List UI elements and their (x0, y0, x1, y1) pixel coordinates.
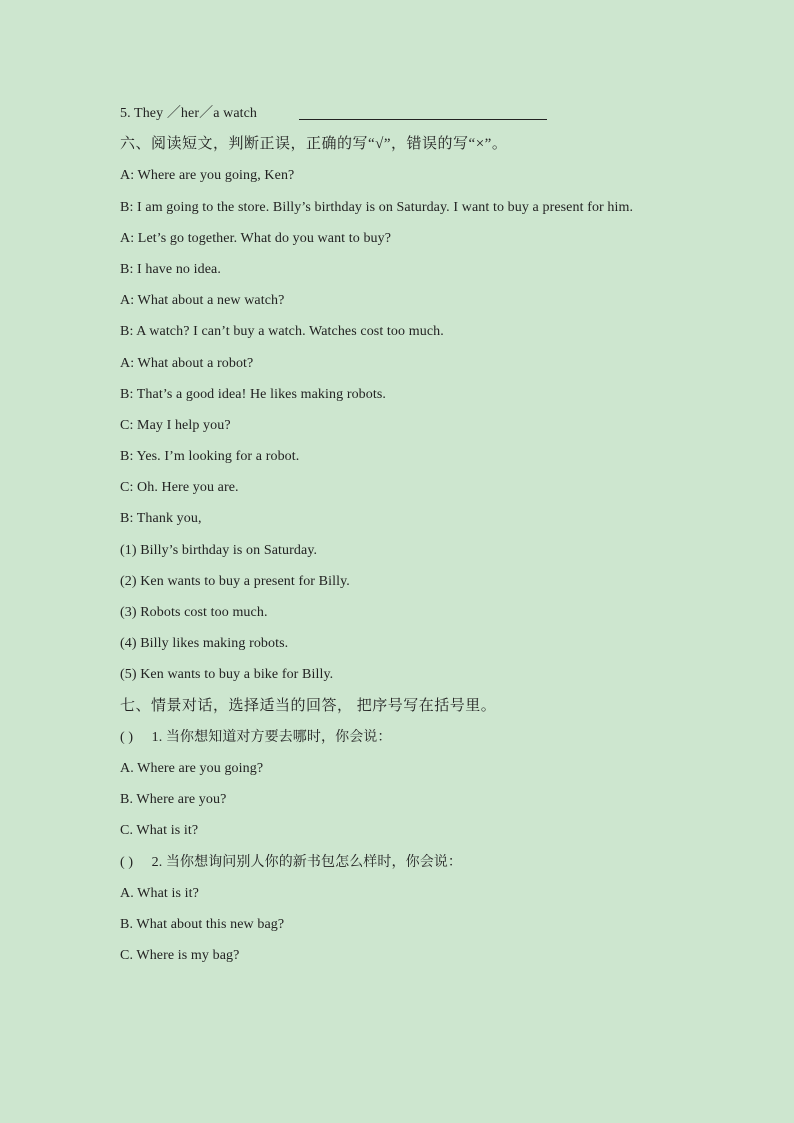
option-item: C. Where is my bag? (120, 948, 240, 964)
answer-blank[interactable] (299, 103, 547, 120)
dialogue-line: A: What about a robot? (120, 355, 254, 371)
dialogue-line: A: Where are you going, Ken? (120, 168, 295, 184)
option-item: C. What is it? (120, 823, 199, 839)
question-5 (120, 98, 680, 129)
dialogue-line: B: A watch? I can’t buy a watch. Watches cost too much. (120, 324, 444, 340)
dialogue-line: B: That’s a good idea! He likes making robots. (120, 386, 387, 402)
worksheet-content (120, 98, 680, 971)
dialogue (120, 160, 680, 534)
statements (120, 535, 680, 691)
statement-item: (5) Ken wants to buy a bike for Billy. (120, 667, 334, 683)
question-text: 1. 当你想知道对方要去哪时，你会说： (151, 729, 392, 745)
dialogue-line: B: Thank you, (120, 511, 202, 527)
section-6-heading: 六、阅读短文，判断正误，正确的写“√”，错误的写“×”。 (120, 136, 508, 153)
question-block (120, 722, 680, 847)
question-5-text: 5. They ／her／a watch (120, 106, 258, 121)
dialogue-line: A: Let’s go together. What do you want to buy? (120, 230, 392, 246)
dialogue-line: A: What about a new watch? (120, 293, 285, 309)
option-item: A. What is it? (120, 885, 199, 901)
dialogue-line: C: Oh. Here you are. (120, 480, 239, 496)
option-item: B. What about this new bag? (120, 916, 285, 932)
dialogue-line: B: I am going to the store. Billy’s birthday is on Saturday. I want to buy a present for him. (120, 199, 634, 215)
option-item: A. Where are you going? (120, 760, 264, 776)
option-item: B. Where are you? (120, 792, 227, 808)
question-prompt (120, 847, 680, 878)
question-prompt (120, 722, 680, 753)
answer-parentheses[interactable]: ( ) (120, 854, 134, 870)
answer-parentheses[interactable]: ( ) (120, 729, 134, 745)
question-block (120, 847, 680, 972)
dialogue-line: B: Yes. I’m looking for a robot. (120, 449, 300, 465)
dialogue-line: C: May I help you? (120, 417, 231, 433)
statement-item: (2) Ken wants to buy a present for Billy. (120, 573, 350, 589)
question-text: 2. 当你想询问别人你的新书包怎么样时，你会说： (151, 854, 463, 870)
section-7-heading: 七、情景对话，选择适当的回答， 把序号写在括号里。 (120, 697, 497, 714)
dialogue-line: B: I have no idea. (120, 261, 221, 277)
statement-item: (3) Robots cost too much. (120, 605, 268, 621)
statement-item: (1) Billy’s birthday is on Saturday. (120, 542, 318, 558)
statement-item: (4) Billy likes making robots. (120, 636, 289, 652)
